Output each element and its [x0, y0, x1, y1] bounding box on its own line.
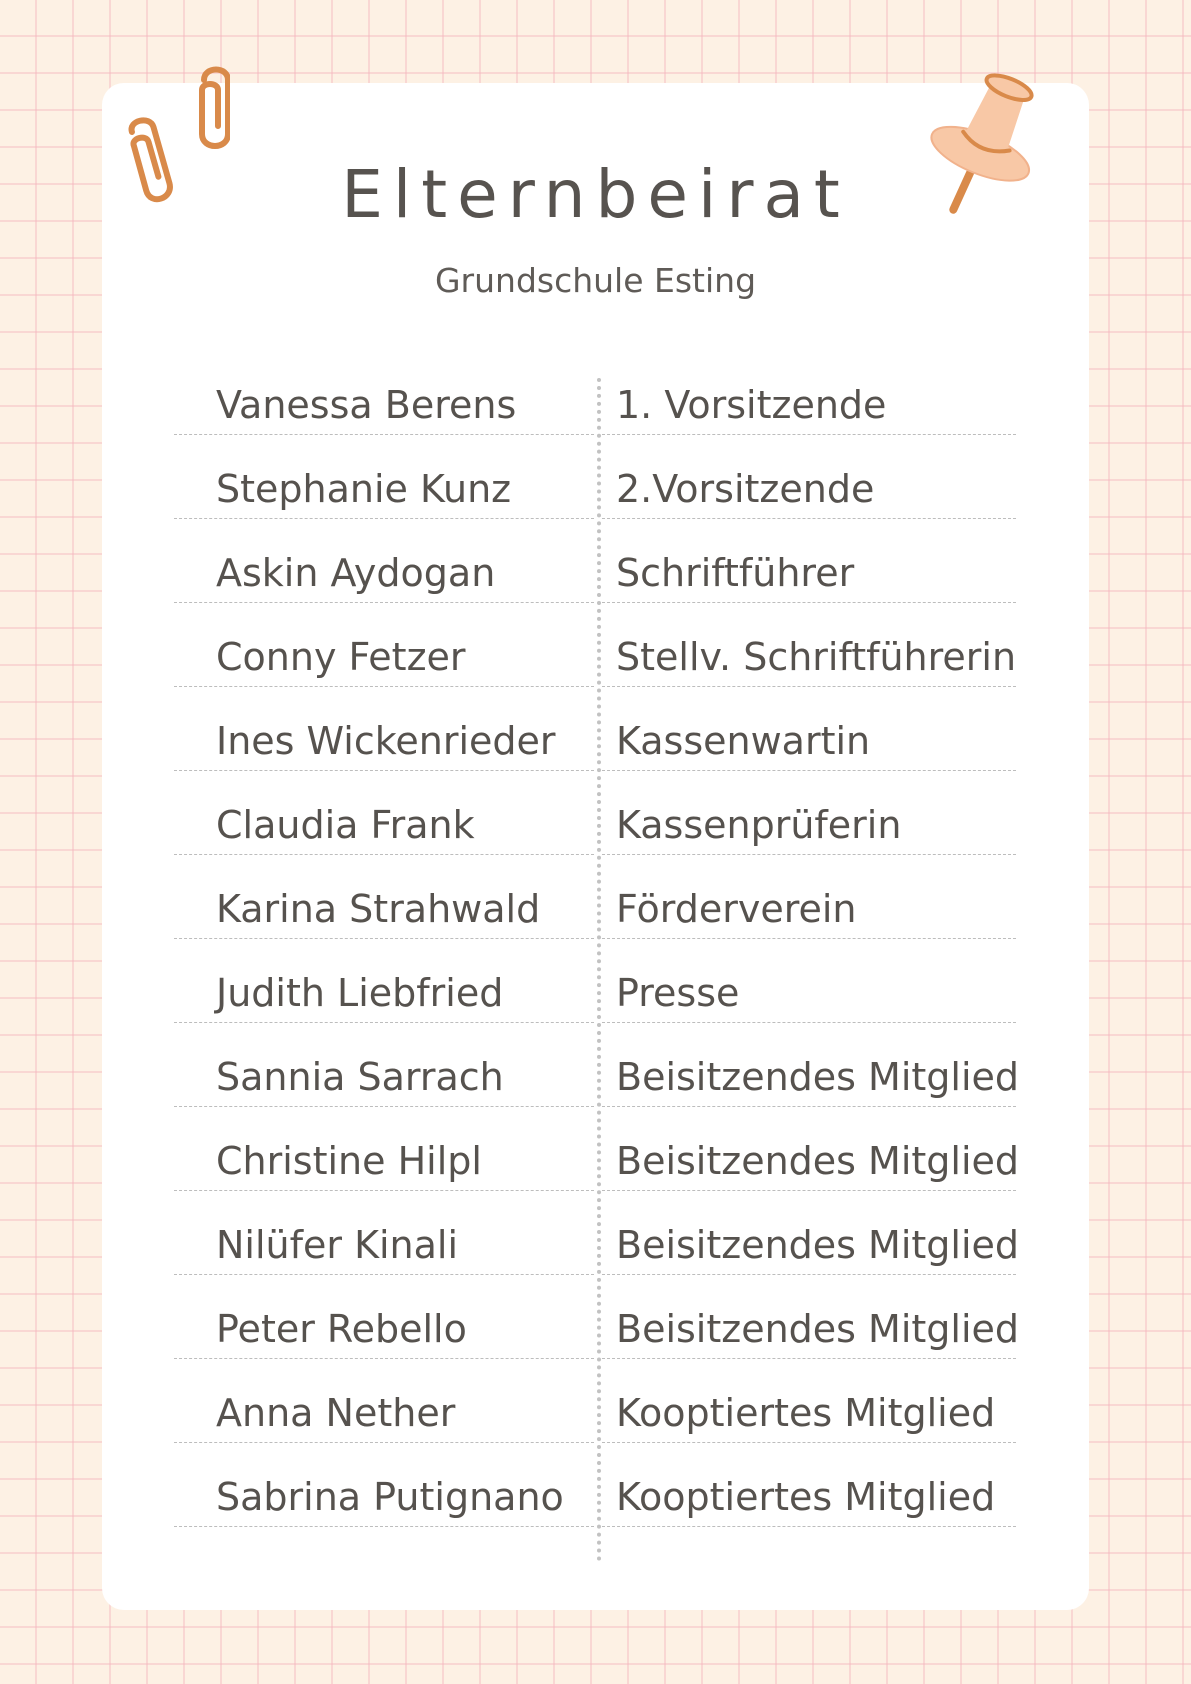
member-role: Beisitzendes Mitglied: [602, 1131, 1016, 1191]
member-role: 1. Vorsitzende: [602, 375, 1016, 435]
member-name: Conny Fetzer: [174, 627, 594, 687]
member-row: [174, 690, 1016, 774]
member-row: [174, 858, 1016, 942]
member-role: Kooptiertes Mitglied: [602, 1467, 1016, 1527]
member-name: Sabrina Putignano: [174, 1467, 594, 1527]
member-role: Beisitzendes Mitglied: [602, 1215, 1016, 1275]
member-role: Stellv. Schriftführerin: [602, 627, 1016, 687]
member-role: 2.Vorsitzende: [602, 459, 1016, 519]
member-name: Claudia Frank: [174, 795, 594, 855]
member-role: Förderverein: [602, 879, 1016, 939]
member-name: Askin Aydogan: [174, 543, 594, 603]
member-name: Sannia Sarrach: [174, 1047, 594, 1107]
page-title: Elternbeirat: [341, 156, 850, 233]
member-name: Nilüfer Kinali: [174, 1215, 594, 1275]
member-name: Anna Nether: [174, 1383, 594, 1443]
member-row: [174, 1278, 1020, 1362]
member-list: [174, 354, 1020, 1530]
member-row: [174, 1194, 1020, 1278]
member-row: [174, 1110, 1020, 1194]
member-row: [174, 354, 1016, 438]
member-row: [174, 438, 1016, 522]
member-row: [174, 774, 1016, 858]
member-row: [174, 1362, 1016, 1446]
member-name: Judith Liebfried: [174, 963, 594, 1023]
member-role: Schriftführer: [602, 543, 1016, 603]
member-name: Stephanie Kunz: [174, 459, 594, 519]
member-row: [174, 522, 1016, 606]
member-name: Karina Strahwald: [174, 879, 594, 939]
member-row: [174, 1446, 1016, 1530]
member-row: [174, 1026, 1020, 1110]
member-role: Beisitzendes Mitglied: [602, 1299, 1016, 1359]
member-role: Kooptiertes Mitglied: [602, 1383, 1016, 1443]
member-role: Kassenprüferin: [602, 795, 1016, 855]
member-name: Ines Wickenrieder: [174, 711, 594, 771]
member-role: Presse: [602, 963, 1016, 1023]
member-name: Christine Hilpl: [174, 1131, 594, 1191]
member-row: [174, 606, 1016, 690]
member-name: Peter Rebello: [174, 1299, 594, 1359]
member-name: Vanessa Berens: [174, 375, 594, 435]
member-row: [174, 942, 1016, 1026]
page-subtitle: Grundschule Esting: [434, 261, 757, 300]
member-role: Beisitzendes Mitglied: [602, 1047, 1016, 1107]
member-role: Kassenwartin: [602, 711, 1016, 771]
